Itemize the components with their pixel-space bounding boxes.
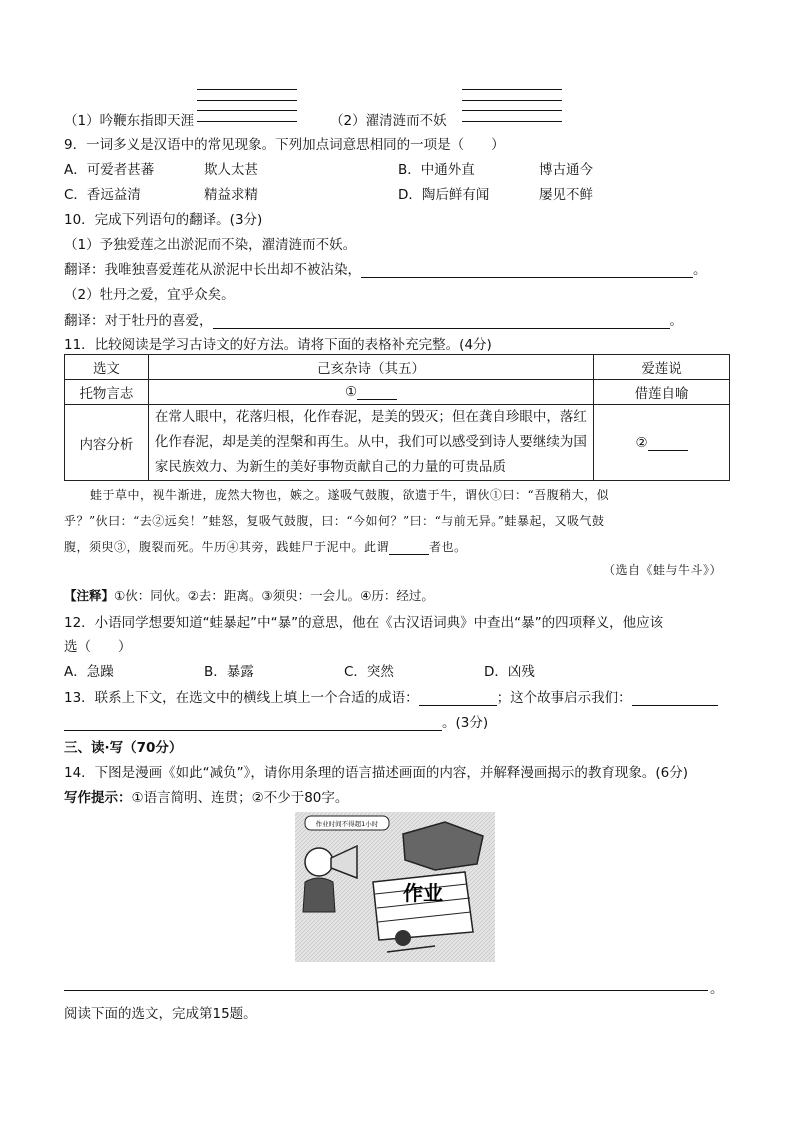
q13-lesson-blank-a[interactable] bbox=[632, 691, 718, 706]
blank-2-line[interactable] bbox=[648, 438, 688, 451]
q10-translation-2 bbox=[64, 309, 683, 329]
q8-answer-line[interactable] bbox=[462, 121, 562, 122]
q12-option-d[interactable]: D．凶残 bbox=[484, 664, 535, 680]
q10-translation-1-prefix: 翻译：我唯独喜爱莲花从淤泥中长出却不被沾染， bbox=[64, 262, 361, 278]
idiom-blank[interactable] bbox=[389, 541, 429, 555]
section-title: 三、读·写（70分） bbox=[64, 740, 183, 756]
q8-item-1: （1）吟鞭东指即天涯 bbox=[64, 113, 195, 129]
q11-stem: 11．比较阅读是学习古诗文的好方法。请将下面的表格补充完整。(4分) bbox=[64, 337, 492, 353]
q8-answer-line[interactable] bbox=[462, 110, 562, 111]
q9-option-d-word2: 屡见不鲜 bbox=[539, 187, 593, 203]
q13-middle: ；这个故事启示我们： bbox=[496, 690, 632, 706]
cartoon-bubble-text: 作业时间不得超1小时 bbox=[315, 820, 379, 828]
q13-line-2 bbox=[64, 711, 488, 731]
passage-source: （选自《蛙与牛斗》） bbox=[602, 563, 722, 577]
table-cell-ailian-metaphor: 借莲自喻 bbox=[594, 380, 730, 405]
q10-sentence-2: （2）牡丹之爱，宜乎众矣。 bbox=[64, 287, 235, 303]
notes bbox=[64, 586, 434, 604]
q8-answer-line[interactable] bbox=[462, 89, 562, 90]
q10-translation-2-prefix: 翻译：对于牡丹的喜爱， bbox=[64, 313, 213, 329]
footer-instruction: 阅读下面的选文，完成第15题。 bbox=[64, 1006, 257, 1022]
notes-text: ①伙：同伙。②去：距离。③须臾：一会儿。④历：经过。 bbox=[114, 588, 434, 603]
q8-answer-line[interactable] bbox=[462, 100, 562, 101]
q14-tip-text: ①语言简明、连贯；②不少于80字。 bbox=[131, 790, 349, 806]
q10-period-2: 。 bbox=[669, 313, 683, 329]
q9-option-a-word2: 欺人太甚 bbox=[204, 162, 258, 178]
q9-option-b-word2: 博古通今 bbox=[539, 162, 593, 178]
q10-period-1: 。 bbox=[693, 262, 707, 278]
q13-lesson-blank-b[interactable] bbox=[64, 716, 442, 731]
q10-answer-blank-2[interactable] bbox=[213, 314, 670, 329]
comparison-table bbox=[64, 354, 730, 481]
cartoon-homework-word: 作业 bbox=[403, 881, 443, 905]
q8-item-2: （2）濯清涟而不妖 bbox=[330, 113, 447, 129]
q13-line-1 bbox=[64, 686, 718, 706]
table-header-selection: 选文 bbox=[65, 355, 149, 380]
q8-answer-line[interactable] bbox=[197, 121, 297, 122]
blank-2-marker: ② bbox=[635, 434, 648, 451]
q12-stem-line-2: 选（ ） bbox=[64, 639, 132, 655]
blank-1-line[interactable] bbox=[357, 387, 397, 400]
table-row-label-analysis: 内容分析 bbox=[65, 405, 149, 481]
q13-end: 。(3分) bbox=[442, 715, 489, 731]
passage-line-3-end: 者也。 bbox=[429, 540, 467, 554]
q9-option-d-word1[interactable]: D．陶后鲜有闻 bbox=[398, 187, 490, 203]
q9-option-c-word2: 精益求精 bbox=[204, 187, 258, 203]
q8-answer-line[interactable] bbox=[197, 89, 297, 90]
cartoon-image bbox=[295, 812, 495, 962]
q14-tip-label: 写作提示： bbox=[64, 790, 132, 806]
notes-label: 【注释】 bbox=[64, 588, 115, 603]
q10-answer-blank-1[interactable] bbox=[361, 263, 693, 278]
table-header-poem: 己亥杂诗（其五） bbox=[148, 355, 593, 380]
table-cell-blank-1[interactable] bbox=[148, 380, 593, 405]
q9-option-a-word1[interactable]: A．可爱者甚蕃 bbox=[64, 162, 155, 178]
table-cell-analysis-text: 在常人眼中，花落归根，化作春泥，是美的毁灭；但在龚自珍眼中，落红化作春泥，却是美的涅槃和再生。从中，我们可以感受到诗人要继续为国家民族效力、为新生的美好事物贡献自己的力量的可贵品质 bbox=[148, 405, 593, 481]
passage-line-3-text: 腹，须臾③，腹裂而死。牛历④其旁，践蛙尸于泥中。此谓 bbox=[64, 540, 390, 554]
passage-line-3 bbox=[64, 538, 467, 555]
q14-end: 。 bbox=[710, 981, 724, 997]
blank-1-marker: ① bbox=[344, 384, 358, 400]
table-row-label-metaphor: 托物言志 bbox=[65, 380, 149, 405]
passage-line-2: 乎？”伙曰：“去②远矣！”蛙怒，复吸气鼓腹，曰：“今如何？”曰：“与前无异。”蛙暴起，又吸气鼓 bbox=[64, 514, 605, 528]
q8-answer-line[interactable] bbox=[197, 110, 297, 111]
q12-option-b[interactable]: B．暴露 bbox=[204, 664, 254, 680]
q13-prefix: 13．联系上下文，在选文中的横线上填上一个合适的成语： bbox=[64, 690, 419, 706]
q12-stem-line-1: 12．小语同学想要知道“蛙暴起”中“暴”的意思，他在《古汉语词典》中查出“暴”的四项释义，他应该 bbox=[64, 615, 664, 631]
q10-stem: 10．完成下列语句的翻译。(3分) bbox=[64, 212, 263, 228]
q14-answer-line[interactable] bbox=[64, 990, 708, 991]
q8-answer-line[interactable] bbox=[197, 100, 297, 101]
q12-option-c[interactable]: C．突然 bbox=[344, 664, 394, 680]
table-cell-blank-2[interactable] bbox=[594, 405, 730, 481]
q14-stem: 14．下图是漫画《如此“减负”》，请你用条理的语言描述画面的内容，并解释漫画揭示的教育现象。(6分) bbox=[64, 765, 689, 781]
q9-option-b-word1[interactable]: B．中通外直 bbox=[398, 162, 475, 178]
passage-line-1: 蛙于草中，视牛渐进，庞然大物也，嫉之。遂吸气鼓腹，欲遗于牛，谓伙①曰：“吾腹稍大，似 bbox=[90, 488, 610, 502]
q9-option-c-word1[interactable]: C．香远益清 bbox=[64, 187, 141, 203]
q10-sentence-1: （1）予独爱莲之出淤泥而不染，濯清涟而不妖。 bbox=[64, 237, 357, 253]
q12-option-a[interactable]: A．急躁 bbox=[64, 664, 114, 680]
q10-translation-1 bbox=[64, 258, 707, 278]
table-header-ailianshuo: 爱莲说 bbox=[594, 355, 730, 380]
q14-tip bbox=[64, 786, 348, 806]
q13-idiom-blank[interactable] bbox=[419, 691, 497, 706]
q9-stem: 9．一词多义是汉语中的常见现象。下列加点词意思相同的一项是（ ） bbox=[64, 137, 505, 153]
